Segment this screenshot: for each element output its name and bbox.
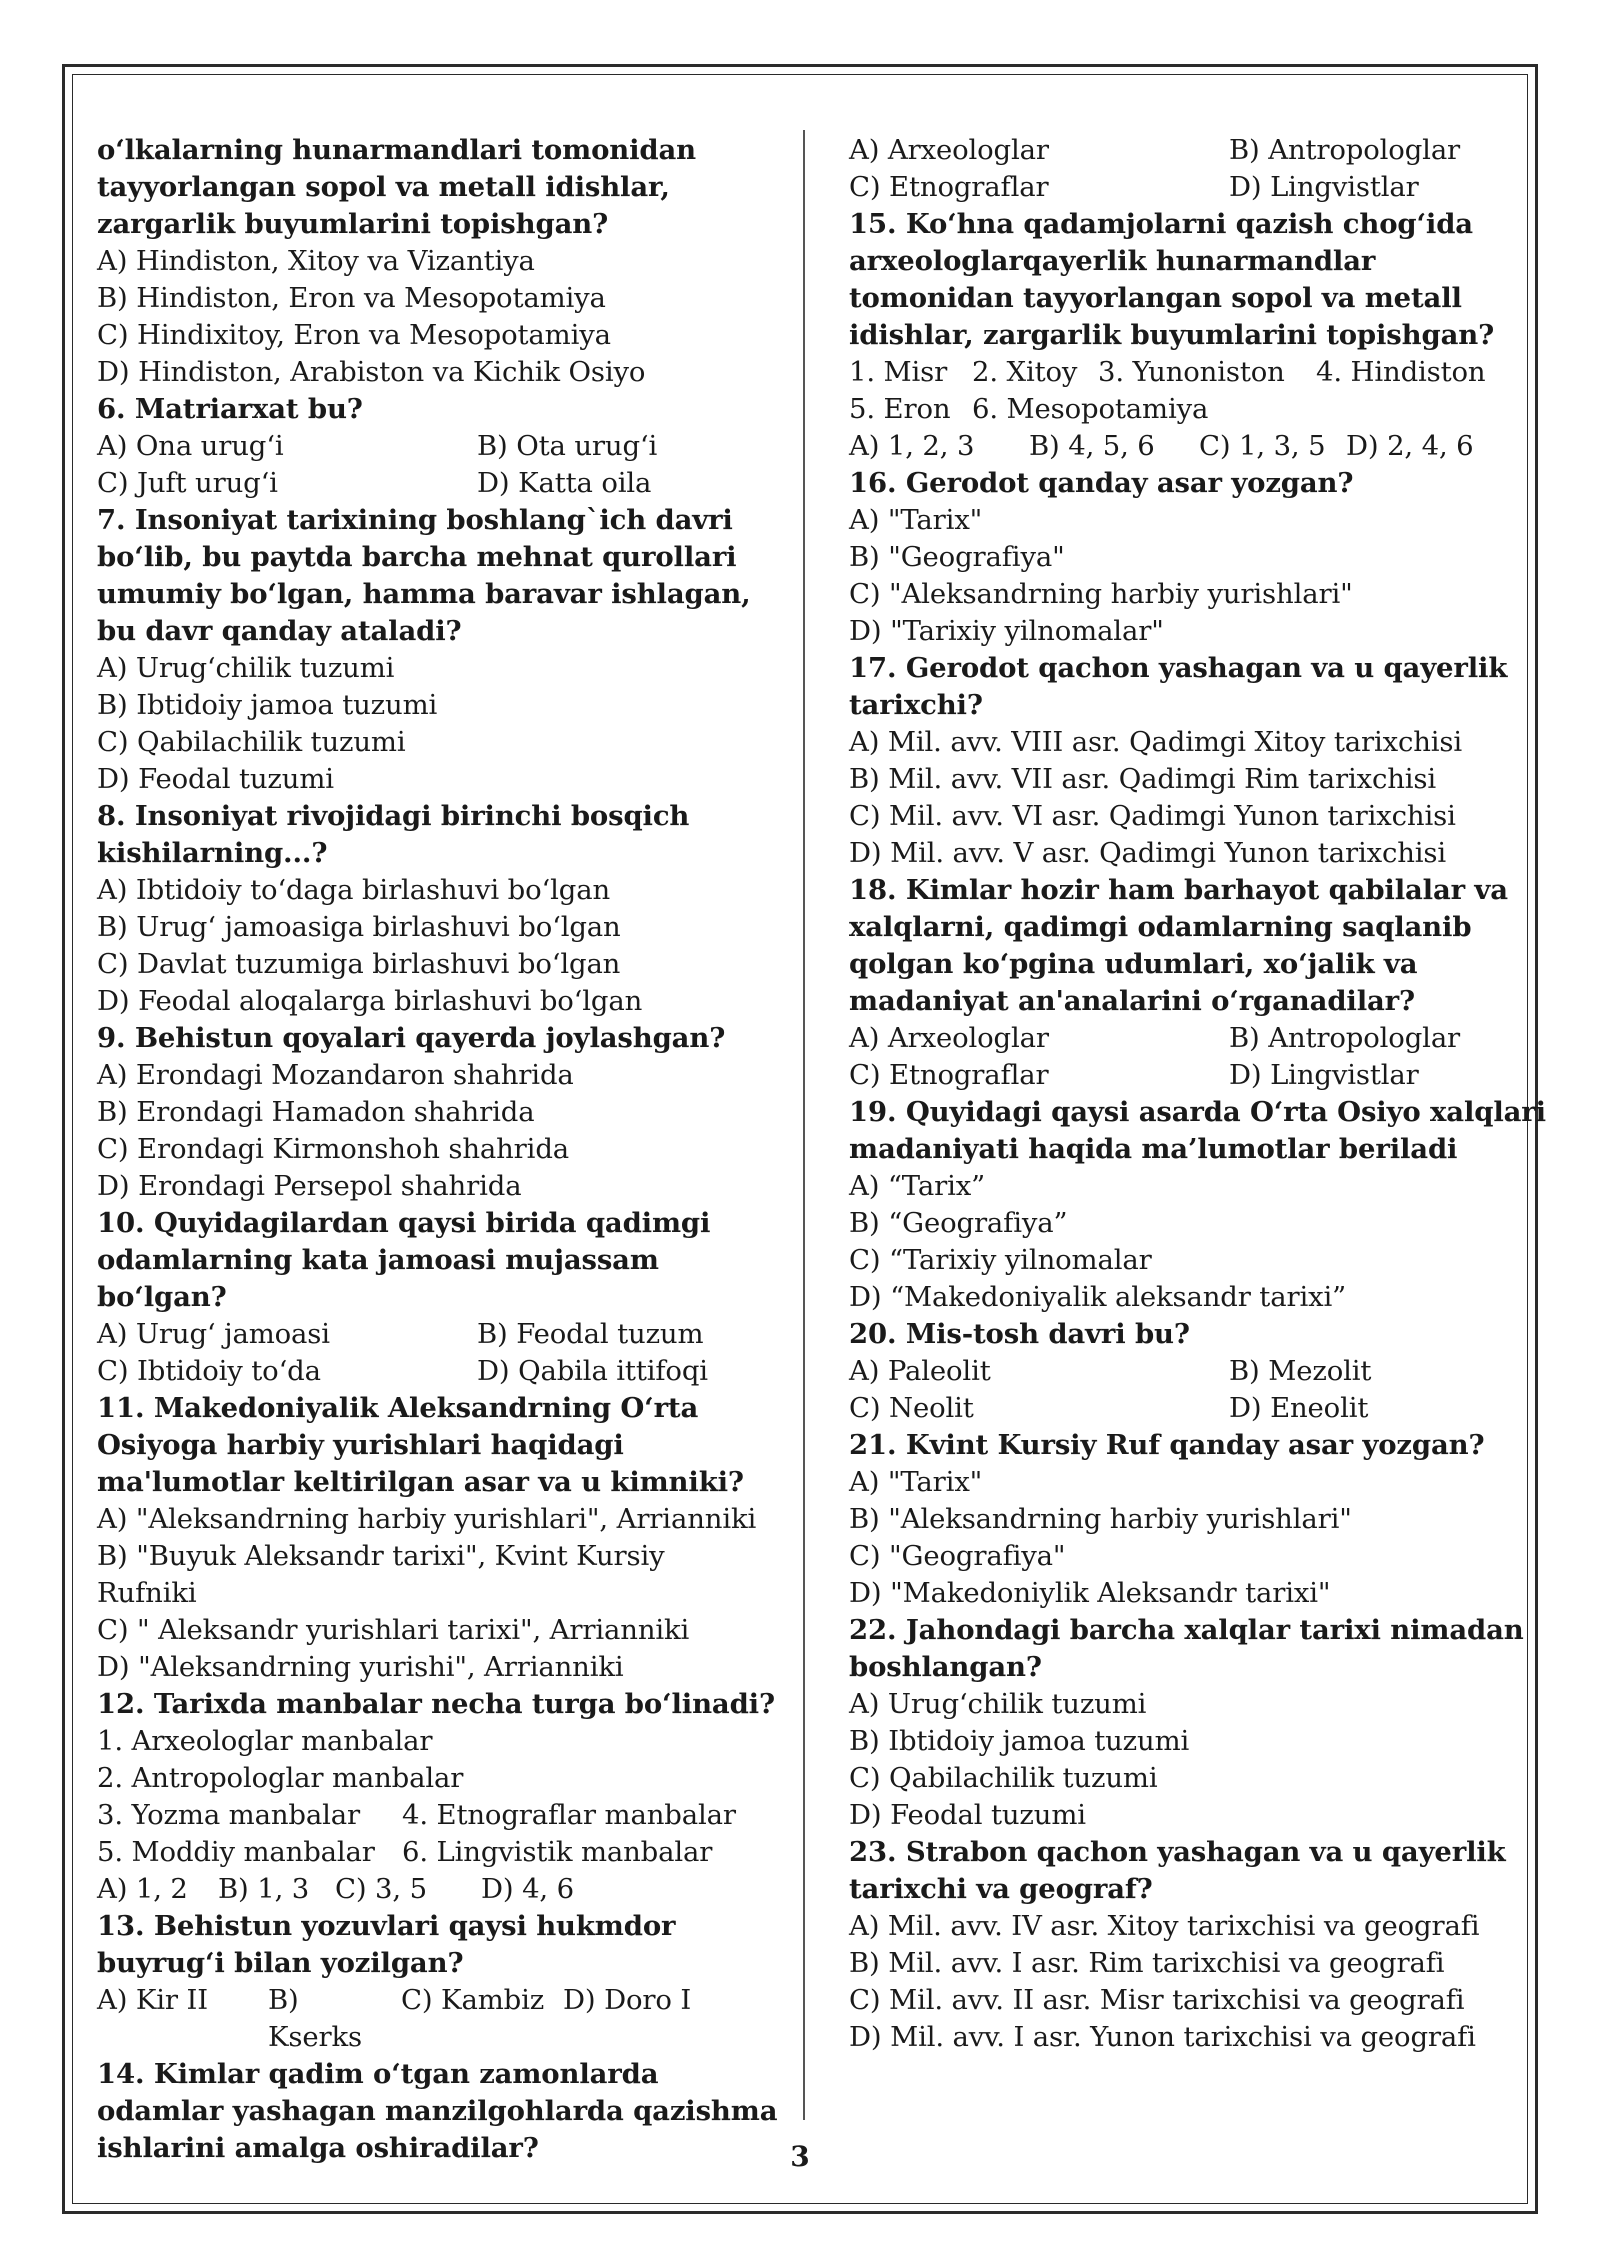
question-text-line: o‘lkalarning hunarmandlari tomonidan — [97, 134, 696, 166]
question-text-line: odamlarning kata jamoasi mujassam — [97, 1244, 659, 1276]
question-text-line: tarixchi va geograf? — [849, 1873, 1153, 1905]
question-text-line: 18. Kimlar hozir ham barhayot qabilalar va — [849, 874, 1508, 906]
answer-option: A) "Tarix" — [849, 1466, 983, 1498]
list-item: 3. Yunoniston — [1098, 356, 1285, 388]
answer-option: A) Ibtidoiy to‘daga birlashuvi bo‘lgan — [97, 874, 611, 906]
question-15-title — [849, 206, 1509, 354]
question-5-tail — [97, 132, 797, 243]
answer-option: C) Qabilachilik tuzumi — [97, 726, 406, 758]
answer-option: A) Arxeologlar — [849, 1022, 1049, 1054]
answer-option: D) Mil. avv. I asr. Yunon tarixchisi va geografi — [849, 2021, 1476, 2053]
answer-option: A) "Aleksandrning harbiy yurishlari", Arrianniki — [97, 1503, 757, 1535]
question-22-title — [849, 1612, 1524, 1686]
question-text-line: boshlangan? — [849, 1651, 1042, 1683]
question-text-line: odamlar yashagan manzilgohlarda qazishma — [97, 2095, 778, 2127]
answer-option-row — [849, 428, 1509, 465]
answer-option: D) Lingvistlar — [1229, 1059, 1419, 1091]
answer-option-row — [849, 132, 1509, 169]
answer-option: B) Ota urug‘i — [477, 430, 658, 462]
answer-option: D) Doro I — [563, 1984, 692, 2016]
question-17-title — [849, 650, 1509, 724]
list-item: 2. Xitoy — [972, 356, 1078, 388]
answer-option: B) Antropologlar — [1229, 134, 1461, 166]
answer-option-row — [97, 1871, 797, 1908]
question-7-title — [97, 502, 797, 650]
question-text-line: arxeologlarqayerlik hunarmandlar — [849, 245, 1376, 277]
answer-option: A) 1, 2, 3 — [849, 430, 975, 462]
question-text-line: zargarlik buyumlarini topishgan? — [97, 208, 609, 240]
right-column — [849, 132, 1546, 2056]
answer-option: C) Kambiz — [401, 1984, 545, 2016]
answer-option: B) "Geografiya" — [849, 541, 1065, 573]
answer-option: C) Neolit — [849, 1392, 974, 1424]
left-column — [97, 132, 797, 2167]
answer-option: C) “Tarixiy yilnomalar — [849, 1244, 1152, 1276]
answer-option: C) Mil. avv. VI asr. Qadimgi Yunon tarixchisi — [849, 800, 1456, 832]
question-text-line: 23. Strabon qachon yashagan va u qayerlik — [849, 1836, 1506, 1868]
question-8-title — [97, 798, 797, 872]
answer-option-row — [97, 428, 797, 465]
answer-option: D) 4, 6 — [481, 1873, 574, 1905]
question-20-title: 20. Mis-tosh davri bu? — [849, 1318, 1190, 1350]
question-text-line: bo‘lgan? — [97, 1281, 227, 1313]
answer-option: B) Urug‘ jamoasiga birlashuvi bo‘lgan — [97, 911, 621, 943]
list-item-row — [849, 391, 1509, 428]
answer-option: C) " Aleksandr yurishlari tarixi", Arrianniki — [97, 1614, 690, 1646]
question-16-title: 16. Gerodot qanday asar yozgan? — [849, 467, 1354, 499]
list-item: 4. Etnograflar manbalar — [402, 1799, 736, 1831]
page-number: 3 — [790, 2140, 810, 2173]
answer-option: D) Lingvistlar — [1229, 171, 1419, 203]
question-text-line: tarixchi? — [849, 689, 983, 721]
question-11-title — [97, 1390, 797, 1501]
answer-option-row — [97, 1316, 797, 1353]
list-item: 3. Yozma manbalar — [97, 1799, 360, 1831]
question-text-line: 14. Kimlar qadim o‘tgan zamonlarda — [97, 2058, 659, 2090]
list-item: 6. Lingvistik manbalar — [402, 1836, 713, 1868]
answer-option: B) Mil. avv. I asr. Rim tarixchisi va geografi — [849, 1947, 1445, 1979]
question-text-line: bu davr qanday ataladi? — [97, 615, 462, 647]
question-10-title — [97, 1205, 797, 1316]
answer-option: C) Juft urug‘i — [97, 467, 278, 499]
answer-option: C) "Aleksandrning harbiy yurishlari" — [849, 578, 1353, 610]
answer-option: A) Hindiston, Xitoy va Vizantiya — [97, 245, 535, 277]
answer-option: D) Feodal tuzumi — [849, 1799, 1086, 1831]
question-6-title: 6. Matriarxat bu? — [97, 393, 363, 425]
answer-option: A) 1, 2 — [97, 1873, 188, 1905]
question-23-title — [849, 1834, 1509, 1908]
answer-option-row — [97, 1982, 797, 2056]
answer-option: A) Mil. avv. IV asr. Xitoy tarixchisi va geografi — [849, 1910, 1480, 1942]
answer-option: C) Mil. avv. II asr. Misr tarixchisi va geografi — [849, 1984, 1465, 2016]
answer-option: B) Erondagi Hamadon shahrida — [97, 1096, 535, 1128]
question-text-line: idishlar, zargarlik buyumlarini topishgan? — [849, 319, 1495, 351]
answer-option: C) Qabilachilik tuzumi — [849, 1762, 1158, 1794]
answer-option: D) Eneolit — [1229, 1392, 1369, 1424]
answer-option: D) "Tarixiy yilnomalar" — [849, 615, 1164, 647]
answer-option: C) Erondagi Kirmonshoh shahrida — [97, 1133, 570, 1165]
question-text-line: 17. Gerodot qachon yashagan va u qayerlik — [849, 652, 1508, 684]
question-13-title — [97, 1908, 797, 1982]
answer-option-row — [97, 1353, 797, 1390]
answer-option: D) Mil. avv. V asr. Qadimgi Yunon tarixchisi — [849, 837, 1447, 869]
answer-option: A) "Tarix" — [849, 504, 983, 536]
answer-option: B) 1, 3 — [218, 1873, 310, 1905]
answer-option: B) "Aleksandrning harbiy yurishlari" — [849, 1503, 1352, 1535]
answer-option: D) Qabila ittifoqi — [477, 1355, 708, 1387]
question-text-line: 11. Makedoniyalik Aleksandrning O‘rta — [97, 1392, 699, 1424]
question-text-line: xalqlarni, qadimgi odamlarning saqlanib — [849, 911, 1472, 943]
answer-option: C) Etnograflar — [849, 171, 1049, 203]
answer-option: B) Mezolit — [1229, 1355, 1372, 1387]
question-18-title — [849, 872, 1509, 1020]
answer-option-row — [849, 1390, 1509, 1427]
question-text-line: 7. Insoniyat tarixining boshlang`ich davri — [97, 504, 733, 536]
list-item: 4. Hindiston — [1316, 356, 1486, 388]
answer-option-row — [849, 1020, 1509, 1057]
answer-option: C) 1, 3, 5 — [1199, 430, 1326, 462]
answer-option: D) Erondagi Persepol shahrida — [97, 1170, 522, 1202]
question-text-line: 19. Quyidagi qaysi asarda O‘rta Osiyo xalqlari — [849, 1096, 1546, 1128]
answer-option: B) Kserks — [268, 1984, 362, 2053]
answer-option: B) Mil. avv. VII asr. Qadimgi Rim tarixchisi — [849, 763, 1437, 795]
answer-option: D) Katta oila — [477, 467, 652, 499]
answer-option: A) Arxeologlar — [849, 134, 1049, 166]
question-text-line: qolgan ko‘pgina udumlari, xo‘jalik va — [849, 948, 1418, 980]
answer-option: D) Feodal aloqalarga birlashuvi bo‘lgan — [97, 985, 643, 1017]
answer-option: D) 2, 4, 6 — [1346, 430, 1474, 462]
answer-option: C) "Geografiya" — [849, 1540, 1066, 1572]
question-text-line: 8. Insoniyat rivojidagi birinchi bosqich — [97, 800, 690, 832]
answer-option-continued: Rufniki — [97, 1577, 197, 1609]
list-item-row — [97, 1834, 797, 1871]
answer-option: D) Hindiston, Arabiston va Kichik Osiyo — [97, 356, 646, 388]
answer-option: D) "Makedoniylik Aleksandr tarixi" — [849, 1577, 1331, 1609]
answer-option: D) Feodal tuzumi — [97, 763, 334, 795]
answer-option: C) Etnograflar — [849, 1059, 1049, 1091]
answer-option: C) 3, 5 — [335, 1873, 427, 1905]
question-text-line: tayyorlangan sopol va metall idishlar, — [97, 171, 670, 203]
answer-option-row — [849, 169, 1509, 206]
answer-option-row — [97, 465, 797, 502]
answer-option: A) Erondagi Mozandaron shahrida — [97, 1059, 574, 1091]
answer-option: A) Urug‘chilik tuzumi — [97, 652, 395, 684]
answer-option: C) Davlat tuzumiga birlashuvi bo‘lgan — [97, 948, 621, 980]
answer-option: B) Ibtidoiy jamoa tuzumi — [849, 1725, 1190, 1757]
list-item-row — [97, 1797, 797, 1834]
question-text-line: Osiyoga harbiy yurishlari haqidagi — [97, 1429, 624, 1461]
question-text-line: 13. Behistun yozuvlari qaysi hukmdor — [97, 1910, 676, 1942]
answer-option: B) “Geografiya” — [849, 1207, 1068, 1239]
list-item: 1. Arxeologlar manbalar — [97, 1725, 433, 1757]
answer-option: A) Kir II — [97, 1984, 208, 2016]
question-19-title — [849, 1094, 1546, 1168]
question-9-title: 9. Behistun qoyalari qayerda joylashgan? — [97, 1022, 726, 1054]
answer-option: B) Ibtidoiy jamoa tuzumi — [97, 689, 438, 721]
question-12-title: 12. Tarixda manbalar necha turga bo‘linadi? — [97, 1688, 775, 1720]
question-text-line: tomonidan tayyorlangan sopol va metall — [849, 282, 1462, 314]
answer-option: B) Hindiston, Eron va Mesopotamiya — [97, 282, 606, 314]
list-item: 5. Eron — [849, 393, 951, 425]
question-text-line: 10. Quyidagilardan qaysi birida qadimgi — [97, 1207, 711, 1239]
column-divider — [803, 130, 805, 2120]
answer-option-row — [849, 1057, 1509, 1094]
list-item: 5. Moddiy manbalar — [97, 1836, 375, 1868]
list-item: 2. Antropologlar manbalar — [97, 1762, 464, 1794]
question-text-line: madaniyati haqida ma’lumotlar beriladi — [849, 1133, 1458, 1165]
question-text-line: bo‘lib, bu paytda barcha mehnat qurollari — [97, 541, 737, 573]
answer-option: C) Ibtidoiy to‘da — [97, 1355, 321, 1387]
answer-option: B) Feodal tuzum — [477, 1318, 704, 1350]
answer-option: B) "Buyuk Aleksandr tarixi", Kvint Kursiy — [97, 1540, 665, 1572]
answer-option: D) “Makedoniyalik aleksandr tarixi” — [849, 1281, 1347, 1313]
question-text-line: ma'lumotlar keltirilgan asar va u kimniki? — [97, 1466, 744, 1498]
answer-option: B) 4, 5, 6 — [1029, 430, 1155, 462]
answer-option: A) Urug‘chilik tuzumi — [849, 1688, 1147, 1720]
question-text-line: 22. Jahondagi barcha xalqlar tarixi nimadan — [849, 1614, 1524, 1646]
answer-option: A) “Tarix” — [849, 1170, 986, 1202]
answer-option: A) Paleolit — [849, 1355, 991, 1387]
question-text-line: 15. Ko‘hna qadamjolarni qazish chog‘ida — [849, 208, 1473, 240]
question-text-line: madaniyat an'analarini o‘rganadilar? — [849, 985, 1415, 1017]
answer-option: D) "Aleksandrning yurishi", Arrianniki — [97, 1651, 624, 1683]
answer-option: A) Mil. avv. VIII asr. Qadimgi Xitoy tarixchisi — [849, 726, 1463, 758]
question-text-line: buyrug‘i bilan yozilgan? — [97, 1947, 464, 1979]
question-text-line: ishlarini amalga oshiradilar? — [97, 2132, 539, 2164]
answer-option: A) Urug‘ jamoasi — [97, 1318, 330, 1350]
question-21-title: 21. Kvint Kursiy Ruf qanday asar yozgan? — [849, 1429, 1485, 1461]
question-text-line: umumiy bo‘lgan, hamma baravar ishlagan, — [97, 578, 751, 610]
question-text-line: kishilarning...? — [97, 837, 328, 869]
answer-option-row — [849, 1353, 1509, 1390]
list-item: 6. Mesopotamiya — [972, 393, 1209, 425]
answer-option: A) Ona urug‘i — [97, 430, 284, 462]
list-item-row — [849, 354, 1509, 391]
answer-option: B) Antropologlar — [1229, 1022, 1461, 1054]
answer-option: C) Hindixitoy, Eron va Mesopotamiya — [97, 319, 611, 351]
list-item: 1. Misr — [849, 356, 948, 388]
